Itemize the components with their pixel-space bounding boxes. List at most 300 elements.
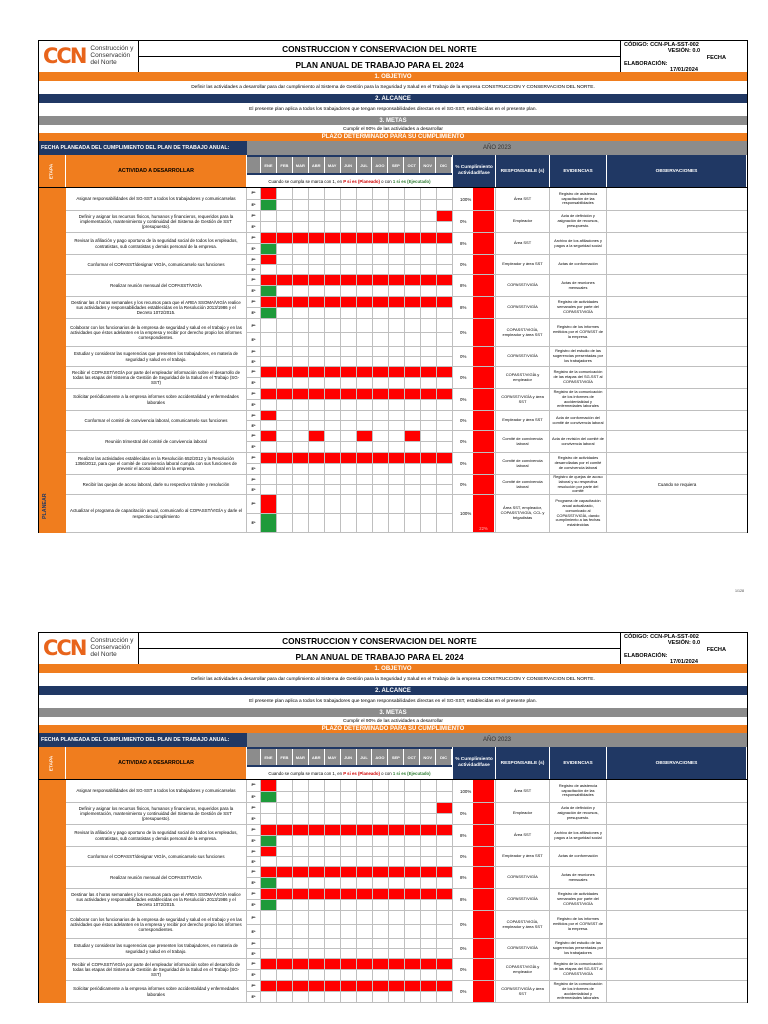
- exec-cell[interactable]: [309, 992, 325, 1002]
- plan-cell[interactable]: [389, 233, 405, 243]
- plan-cell[interactable]: [325, 939, 341, 948]
- plan-cell[interactable]: [389, 188, 405, 199]
- exec-cell[interactable]: [357, 970, 373, 980]
- plan-cell[interactable]: [341, 211, 357, 221]
- exec-cell[interactable]: [277, 442, 293, 452]
- exec-cell[interactable]: [277, 400, 293, 410]
- exec-cell[interactable]: [277, 514, 293, 532]
- plan-cell[interactable]: [421, 188, 437, 199]
- plan-cell[interactable]: [325, 233, 341, 243]
- plan-cell[interactable]: [405, 431, 421, 441]
- exec-cell[interactable]: [341, 836, 357, 846]
- exec-cell[interactable]: [293, 836, 309, 846]
- plan-cell[interactable]: [357, 825, 373, 835]
- plan-cell[interactable]: [373, 211, 389, 221]
- plan-cell[interactable]: [341, 889, 357, 899]
- exec-cell[interactable]: [309, 442, 325, 452]
- exec-cell[interactable]: [325, 200, 341, 211]
- plan-cell[interactable]: [437, 825, 453, 835]
- plan-cell[interactable]: [373, 475, 389, 484]
- exec-cell[interactable]: [341, 857, 357, 866]
- exec-cell[interactable]: [405, 814, 421, 824]
- exec-cell[interactable]: [277, 970, 293, 980]
- plan-cell[interactable]: [373, 847, 389, 856]
- plan-cell[interactable]: [421, 911, 437, 924]
- exec-cell[interactable]: [421, 308, 437, 318]
- exec-cell[interactable]: [293, 925, 309, 938]
- exec-cell[interactable]: [437, 222, 453, 232]
- plan-cell[interactable]: [437, 367, 453, 377]
- plan-cell[interactable]: [437, 475, 453, 484]
- plan-cell[interactable]: [309, 453, 325, 463]
- plan-cell[interactable]: [357, 411, 373, 420]
- plan-cell[interactable]: [405, 475, 421, 484]
- plan-cell[interactable]: [341, 275, 357, 285]
- plan-cell[interactable]: [325, 867, 341, 877]
- plan-cell[interactable]: [421, 319, 437, 332]
- plan-cell[interactable]: [293, 475, 309, 484]
- exec-cell[interactable]: [357, 464, 373, 474]
- exec-cell[interactable]: [389, 265, 405, 274]
- plan-cell[interactable]: [405, 847, 421, 856]
- plan-cell[interactable]: [405, 347, 421, 356]
- plan-cell[interactable]: [277, 847, 293, 856]
- exec-cell[interactable]: [309, 514, 325, 532]
- exec-cell[interactable]: [437, 949, 453, 958]
- plan-cell[interactable]: [437, 803, 453, 813]
- exec-cell[interactable]: [277, 792, 293, 803]
- exec-cell[interactable]: [325, 442, 341, 452]
- plan-cell[interactable]: [277, 367, 293, 377]
- plan-cell[interactable]: [309, 275, 325, 285]
- plan-cell[interactable]: [373, 188, 389, 199]
- plan-cell[interactable]: [309, 803, 325, 813]
- plan-cell[interactable]: [277, 297, 293, 307]
- plan-cell[interactable]: [373, 911, 389, 924]
- plan-cell[interactable]: [277, 475, 293, 484]
- exec-cell[interactable]: [373, 378, 389, 388]
- exec-cell[interactable]: [389, 200, 405, 211]
- exec-cell[interactable]: [405, 925, 421, 938]
- plan-cell[interactable]: [341, 453, 357, 463]
- exec-cell[interactable]: [405, 333, 421, 346]
- exec-cell[interactable]: [405, 378, 421, 388]
- exec-cell[interactable]: [325, 925, 341, 938]
- exec-cell[interactable]: [373, 442, 389, 452]
- exec-cell[interactable]: [277, 378, 293, 388]
- plan-cell[interactable]: [341, 495, 357, 513]
- exec-cell[interactable]: [309, 925, 325, 938]
- exec-cell[interactable]: [405, 970, 421, 980]
- exec-cell[interactable]: [357, 485, 373, 494]
- plan-cell[interactable]: [437, 939, 453, 948]
- plan-cell[interactable]: [421, 367, 437, 377]
- exec-cell[interactable]: [437, 992, 453, 1002]
- exec-cell[interactable]: [293, 992, 309, 1002]
- exec-cell[interactable]: [405, 286, 421, 296]
- plan-cell[interactable]: [437, 780, 453, 791]
- plan-cell[interactable]: [389, 275, 405, 285]
- exec-cell[interactable]: [389, 814, 405, 824]
- plan-cell[interactable]: [437, 847, 453, 856]
- exec-cell[interactable]: [437, 357, 453, 366]
- exec-cell[interactable]: [373, 857, 389, 866]
- exec-cell[interactable]: [389, 857, 405, 866]
- plan-cell[interactable]: [421, 867, 437, 877]
- plan-cell[interactable]: [261, 475, 277, 484]
- plan-cell[interactable]: [357, 188, 373, 199]
- exec-cell[interactable]: [261, 992, 277, 1002]
- plan-cell[interactable]: [277, 389, 293, 399]
- plan-cell[interactable]: [405, 188, 421, 199]
- exec-cell[interactable]: [325, 970, 341, 980]
- exec-cell[interactable]: [309, 878, 325, 888]
- plan-cell[interactable]: [341, 233, 357, 243]
- plan-cell[interactable]: [421, 431, 437, 441]
- plan-cell[interactable]: [261, 911, 277, 924]
- plan-cell[interactable]: [373, 389, 389, 399]
- plan-cell[interactable]: [357, 297, 373, 307]
- plan-cell[interactable]: [309, 959, 325, 969]
- plan-cell[interactable]: [373, 981, 389, 991]
- exec-cell[interactable]: [293, 949, 309, 958]
- exec-cell[interactable]: [421, 792, 437, 803]
- exec-cell[interactable]: [293, 814, 309, 824]
- plan-cell[interactable]: [373, 867, 389, 877]
- exec-cell[interactable]: [389, 925, 405, 938]
- exec-cell[interactable]: [325, 464, 341, 474]
- plan-cell[interactable]: [341, 867, 357, 877]
- exec-cell[interactable]: [357, 357, 373, 366]
- exec-cell[interactable]: [357, 442, 373, 452]
- plan-cell[interactable]: [293, 453, 309, 463]
- plan-cell[interactable]: [309, 411, 325, 420]
- exec-cell[interactable]: [341, 949, 357, 958]
- exec-cell[interactable]: [341, 878, 357, 888]
- plan-cell[interactable]: [389, 211, 405, 221]
- exec-cell[interactable]: [293, 464, 309, 474]
- plan-cell[interactable]: [373, 803, 389, 813]
- exec-cell[interactable]: [405, 900, 421, 910]
- plan-cell[interactable]: [309, 889, 325, 899]
- plan-cell[interactable]: [277, 411, 293, 420]
- plan-cell[interactable]: [293, 780, 309, 791]
- exec-cell[interactable]: [293, 222, 309, 232]
- exec-cell[interactable]: [437, 378, 453, 388]
- plan-cell[interactable]: [293, 347, 309, 356]
- plan-cell[interactable]: [341, 981, 357, 991]
- exec-cell[interactable]: [325, 900, 341, 910]
- plan-cell[interactable]: [421, 411, 437, 420]
- exec-cell[interactable]: [405, 792, 421, 803]
- exec-cell[interactable]: [325, 878, 341, 888]
- plan-cell[interactable]: [261, 411, 277, 420]
- plan-cell[interactable]: [293, 275, 309, 285]
- plan-cell[interactable]: [389, 367, 405, 377]
- plan-cell[interactable]: [309, 780, 325, 791]
- plan-cell[interactable]: [357, 233, 373, 243]
- exec-cell[interactable]: [261, 878, 277, 888]
- plan-cell[interactable]: [421, 389, 437, 399]
- exec-cell[interactable]: [405, 949, 421, 958]
- exec-cell[interactable]: [389, 514, 405, 532]
- plan-cell[interactable]: [421, 211, 437, 221]
- plan-cell[interactable]: [373, 889, 389, 899]
- exec-cell[interactable]: [309, 970, 325, 980]
- plan-cell[interactable]: [325, 981, 341, 991]
- plan-cell[interactable]: [437, 411, 453, 420]
- plan-cell[interactable]: [261, 959, 277, 969]
- plan-cell[interactable]: [293, 411, 309, 420]
- exec-cell[interactable]: [421, 878, 437, 888]
- exec-cell[interactable]: [437, 421, 453, 430]
- plan-cell[interactable]: [389, 431, 405, 441]
- exec-cell[interactable]: [437, 400, 453, 410]
- plan-cell[interactable]: [421, 889, 437, 899]
- plan-cell[interactable]: [325, 255, 341, 264]
- exec-cell[interactable]: [421, 485, 437, 494]
- plan-cell[interactable]: [389, 319, 405, 332]
- exec-cell[interactable]: [389, 949, 405, 958]
- exec-cell[interactable]: [309, 378, 325, 388]
- plan-cell[interactable]: [261, 347, 277, 356]
- plan-cell[interactable]: [293, 959, 309, 969]
- plan-cell[interactable]: [325, 367, 341, 377]
- exec-cell[interactable]: [437, 836, 453, 846]
- plan-cell[interactable]: [357, 867, 373, 877]
- plan-cell[interactable]: [325, 847, 341, 856]
- plan-cell[interactable]: [309, 825, 325, 835]
- plan-cell[interactable]: [421, 297, 437, 307]
- exec-cell[interactable]: [277, 485, 293, 494]
- plan-cell[interactable]: [357, 275, 373, 285]
- exec-cell[interactable]: [277, 286, 293, 296]
- exec-cell[interactable]: [389, 421, 405, 430]
- exec-cell[interactable]: [421, 442, 437, 452]
- exec-cell[interactable]: [293, 308, 309, 318]
- exec-cell[interactable]: [261, 925, 277, 938]
- plan-cell[interactable]: [405, 981, 421, 991]
- exec-cell[interactable]: [325, 308, 341, 318]
- plan-cell[interactable]: [437, 431, 453, 441]
- exec-cell[interactable]: [309, 308, 325, 318]
- plan-cell[interactable]: [261, 255, 277, 264]
- exec-cell[interactable]: [341, 485, 357, 494]
- exec-cell[interactable]: [325, 814, 341, 824]
- exec-cell[interactable]: [421, 333, 437, 346]
- exec-cell[interactable]: [277, 836, 293, 846]
- plan-cell[interactable]: [325, 188, 341, 199]
- exec-cell[interactable]: [309, 857, 325, 866]
- plan-cell[interactable]: [405, 297, 421, 307]
- plan-cell[interactable]: [309, 319, 325, 332]
- exec-cell[interactable]: [405, 421, 421, 430]
- plan-cell[interactable]: [389, 297, 405, 307]
- exec-cell[interactable]: [261, 970, 277, 980]
- exec-cell[interactable]: [309, 265, 325, 274]
- plan-cell[interactable]: [437, 275, 453, 285]
- exec-cell[interactable]: [261, 400, 277, 410]
- plan-cell[interactable]: [357, 475, 373, 484]
- plan-cell[interactable]: [293, 389, 309, 399]
- exec-cell[interactable]: [309, 200, 325, 211]
- exec-cell[interactable]: [261, 333, 277, 346]
- exec-cell[interactable]: [405, 400, 421, 410]
- plan-cell[interactable]: [341, 825, 357, 835]
- exec-cell[interactable]: [357, 814, 373, 824]
- plan-cell[interactable]: [309, 389, 325, 399]
- exec-cell[interactable]: [437, 265, 453, 274]
- exec-cell[interactable]: [389, 222, 405, 232]
- exec-cell[interactable]: [277, 464, 293, 474]
- plan-cell[interactable]: [325, 495, 341, 513]
- exec-cell[interactable]: [325, 792, 341, 803]
- plan-cell[interactable]: [325, 319, 341, 332]
- plan-cell[interactable]: [389, 867, 405, 877]
- exec-cell[interactable]: [421, 900, 437, 910]
- exec-cell[interactable]: [389, 464, 405, 474]
- exec-cell[interactable]: [421, 949, 437, 958]
- plan-cell[interactable]: [437, 959, 453, 969]
- plan-cell[interactable]: [325, 347, 341, 356]
- exec-cell[interactable]: [341, 400, 357, 410]
- exec-cell[interactable]: [373, 222, 389, 232]
- plan-cell[interactable]: [261, 803, 277, 813]
- plan-cell[interactable]: [293, 803, 309, 813]
- exec-cell[interactable]: [277, 244, 293, 254]
- plan-cell[interactable]: [405, 867, 421, 877]
- plan-cell[interactable]: [293, 939, 309, 948]
- plan-cell[interactable]: [357, 939, 373, 948]
- plan-cell[interactable]: [373, 825, 389, 835]
- plan-cell[interactable]: [309, 495, 325, 513]
- exec-cell[interactable]: [373, 485, 389, 494]
- exec-cell[interactable]: [421, 970, 437, 980]
- exec-cell[interactable]: [357, 421, 373, 430]
- plan-cell[interactable]: [277, 255, 293, 264]
- exec-cell[interactable]: [421, 286, 437, 296]
- exec-cell[interactable]: [437, 442, 453, 452]
- exec-cell[interactable]: [405, 992, 421, 1002]
- exec-cell[interactable]: [309, 949, 325, 958]
- exec-cell[interactable]: [261, 265, 277, 274]
- plan-cell[interactable]: [421, 475, 437, 484]
- exec-cell[interactable]: [421, 857, 437, 866]
- exec-cell[interactable]: [405, 308, 421, 318]
- plan-cell[interactable]: [261, 389, 277, 399]
- plan-cell[interactable]: [389, 847, 405, 856]
- exec-cell[interactable]: [405, 485, 421, 494]
- exec-cell[interactable]: [293, 400, 309, 410]
- plan-cell[interactable]: [373, 347, 389, 356]
- exec-cell[interactable]: [405, 442, 421, 452]
- exec-cell[interactable]: [421, 992, 437, 1002]
- exec-cell[interactable]: [325, 286, 341, 296]
- exec-cell[interactable]: [341, 244, 357, 254]
- plan-cell[interactable]: [373, 367, 389, 377]
- plan-cell[interactable]: [325, 911, 341, 924]
- plan-cell[interactable]: [341, 475, 357, 484]
- plan-cell[interactable]: [309, 475, 325, 484]
- plan-cell[interactable]: [437, 495, 453, 513]
- exec-cell[interactable]: [341, 421, 357, 430]
- exec-cell[interactable]: [357, 333, 373, 346]
- exec-cell[interactable]: [325, 514, 341, 532]
- exec-cell[interactable]: [325, 244, 341, 254]
- exec-cell[interactable]: [341, 286, 357, 296]
- plan-cell[interactable]: [277, 889, 293, 899]
- exec-cell[interactable]: [325, 400, 341, 410]
- plan-cell[interactable]: [277, 981, 293, 991]
- plan-cell[interactable]: [341, 347, 357, 356]
- plan-cell[interactable]: [277, 803, 293, 813]
- exec-cell[interactable]: [357, 200, 373, 211]
- exec-cell[interactable]: [405, 836, 421, 846]
- exec-cell[interactable]: [357, 900, 373, 910]
- exec-cell[interactable]: [325, 992, 341, 1002]
- plan-cell[interactable]: [293, 255, 309, 264]
- exec-cell[interactable]: [389, 286, 405, 296]
- plan-cell[interactable]: [309, 367, 325, 377]
- exec-cell[interactable]: [309, 485, 325, 494]
- exec-cell[interactable]: [373, 792, 389, 803]
- plan-cell[interactable]: [277, 495, 293, 513]
- exec-cell[interactable]: [325, 485, 341, 494]
- plan-cell[interactable]: [325, 889, 341, 899]
- exec-cell[interactable]: [357, 925, 373, 938]
- plan-cell[interactable]: [325, 297, 341, 307]
- plan-cell[interactable]: [405, 319, 421, 332]
- exec-cell[interactable]: [437, 857, 453, 866]
- plan-cell[interactable]: [277, 275, 293, 285]
- plan-cell[interactable]: [341, 847, 357, 856]
- plan-cell[interactable]: [293, 367, 309, 377]
- plan-cell[interactable]: [437, 347, 453, 356]
- plan-cell[interactable]: [389, 981, 405, 991]
- exec-cell[interactable]: [325, 265, 341, 274]
- exec-cell[interactable]: [421, 421, 437, 430]
- exec-cell[interactable]: [261, 857, 277, 866]
- exec-cell[interactable]: [437, 308, 453, 318]
- exec-cell[interactable]: [437, 244, 453, 254]
- exec-cell[interactable]: [421, 265, 437, 274]
- exec-cell[interactable]: [357, 400, 373, 410]
- exec-cell[interactable]: [373, 925, 389, 938]
- plan-cell[interactable]: [341, 367, 357, 377]
- exec-cell[interactable]: [261, 357, 277, 366]
- plan-cell[interactable]: [341, 959, 357, 969]
- exec-cell[interactable]: [341, 222, 357, 232]
- plan-cell[interactable]: [437, 453, 453, 463]
- plan-cell[interactable]: [341, 911, 357, 924]
- plan-cell[interactable]: [405, 367, 421, 377]
- exec-cell[interactable]: [277, 265, 293, 274]
- plan-cell[interactable]: [405, 889, 421, 899]
- plan-cell[interactable]: [437, 911, 453, 924]
- exec-cell[interactable]: [389, 878, 405, 888]
- exec-cell[interactable]: [373, 286, 389, 296]
- plan-cell[interactable]: [325, 389, 341, 399]
- plan-cell[interactable]: [341, 431, 357, 441]
- plan-cell[interactable]: [341, 389, 357, 399]
- plan-cell[interactable]: [325, 780, 341, 791]
- plan-cell[interactable]: [389, 959, 405, 969]
- plan-cell[interactable]: [357, 889, 373, 899]
- exec-cell[interactable]: [293, 333, 309, 346]
- exec-cell[interactable]: [437, 925, 453, 938]
- plan-cell[interactable]: [277, 233, 293, 243]
- plan-cell[interactable]: [357, 495, 373, 513]
